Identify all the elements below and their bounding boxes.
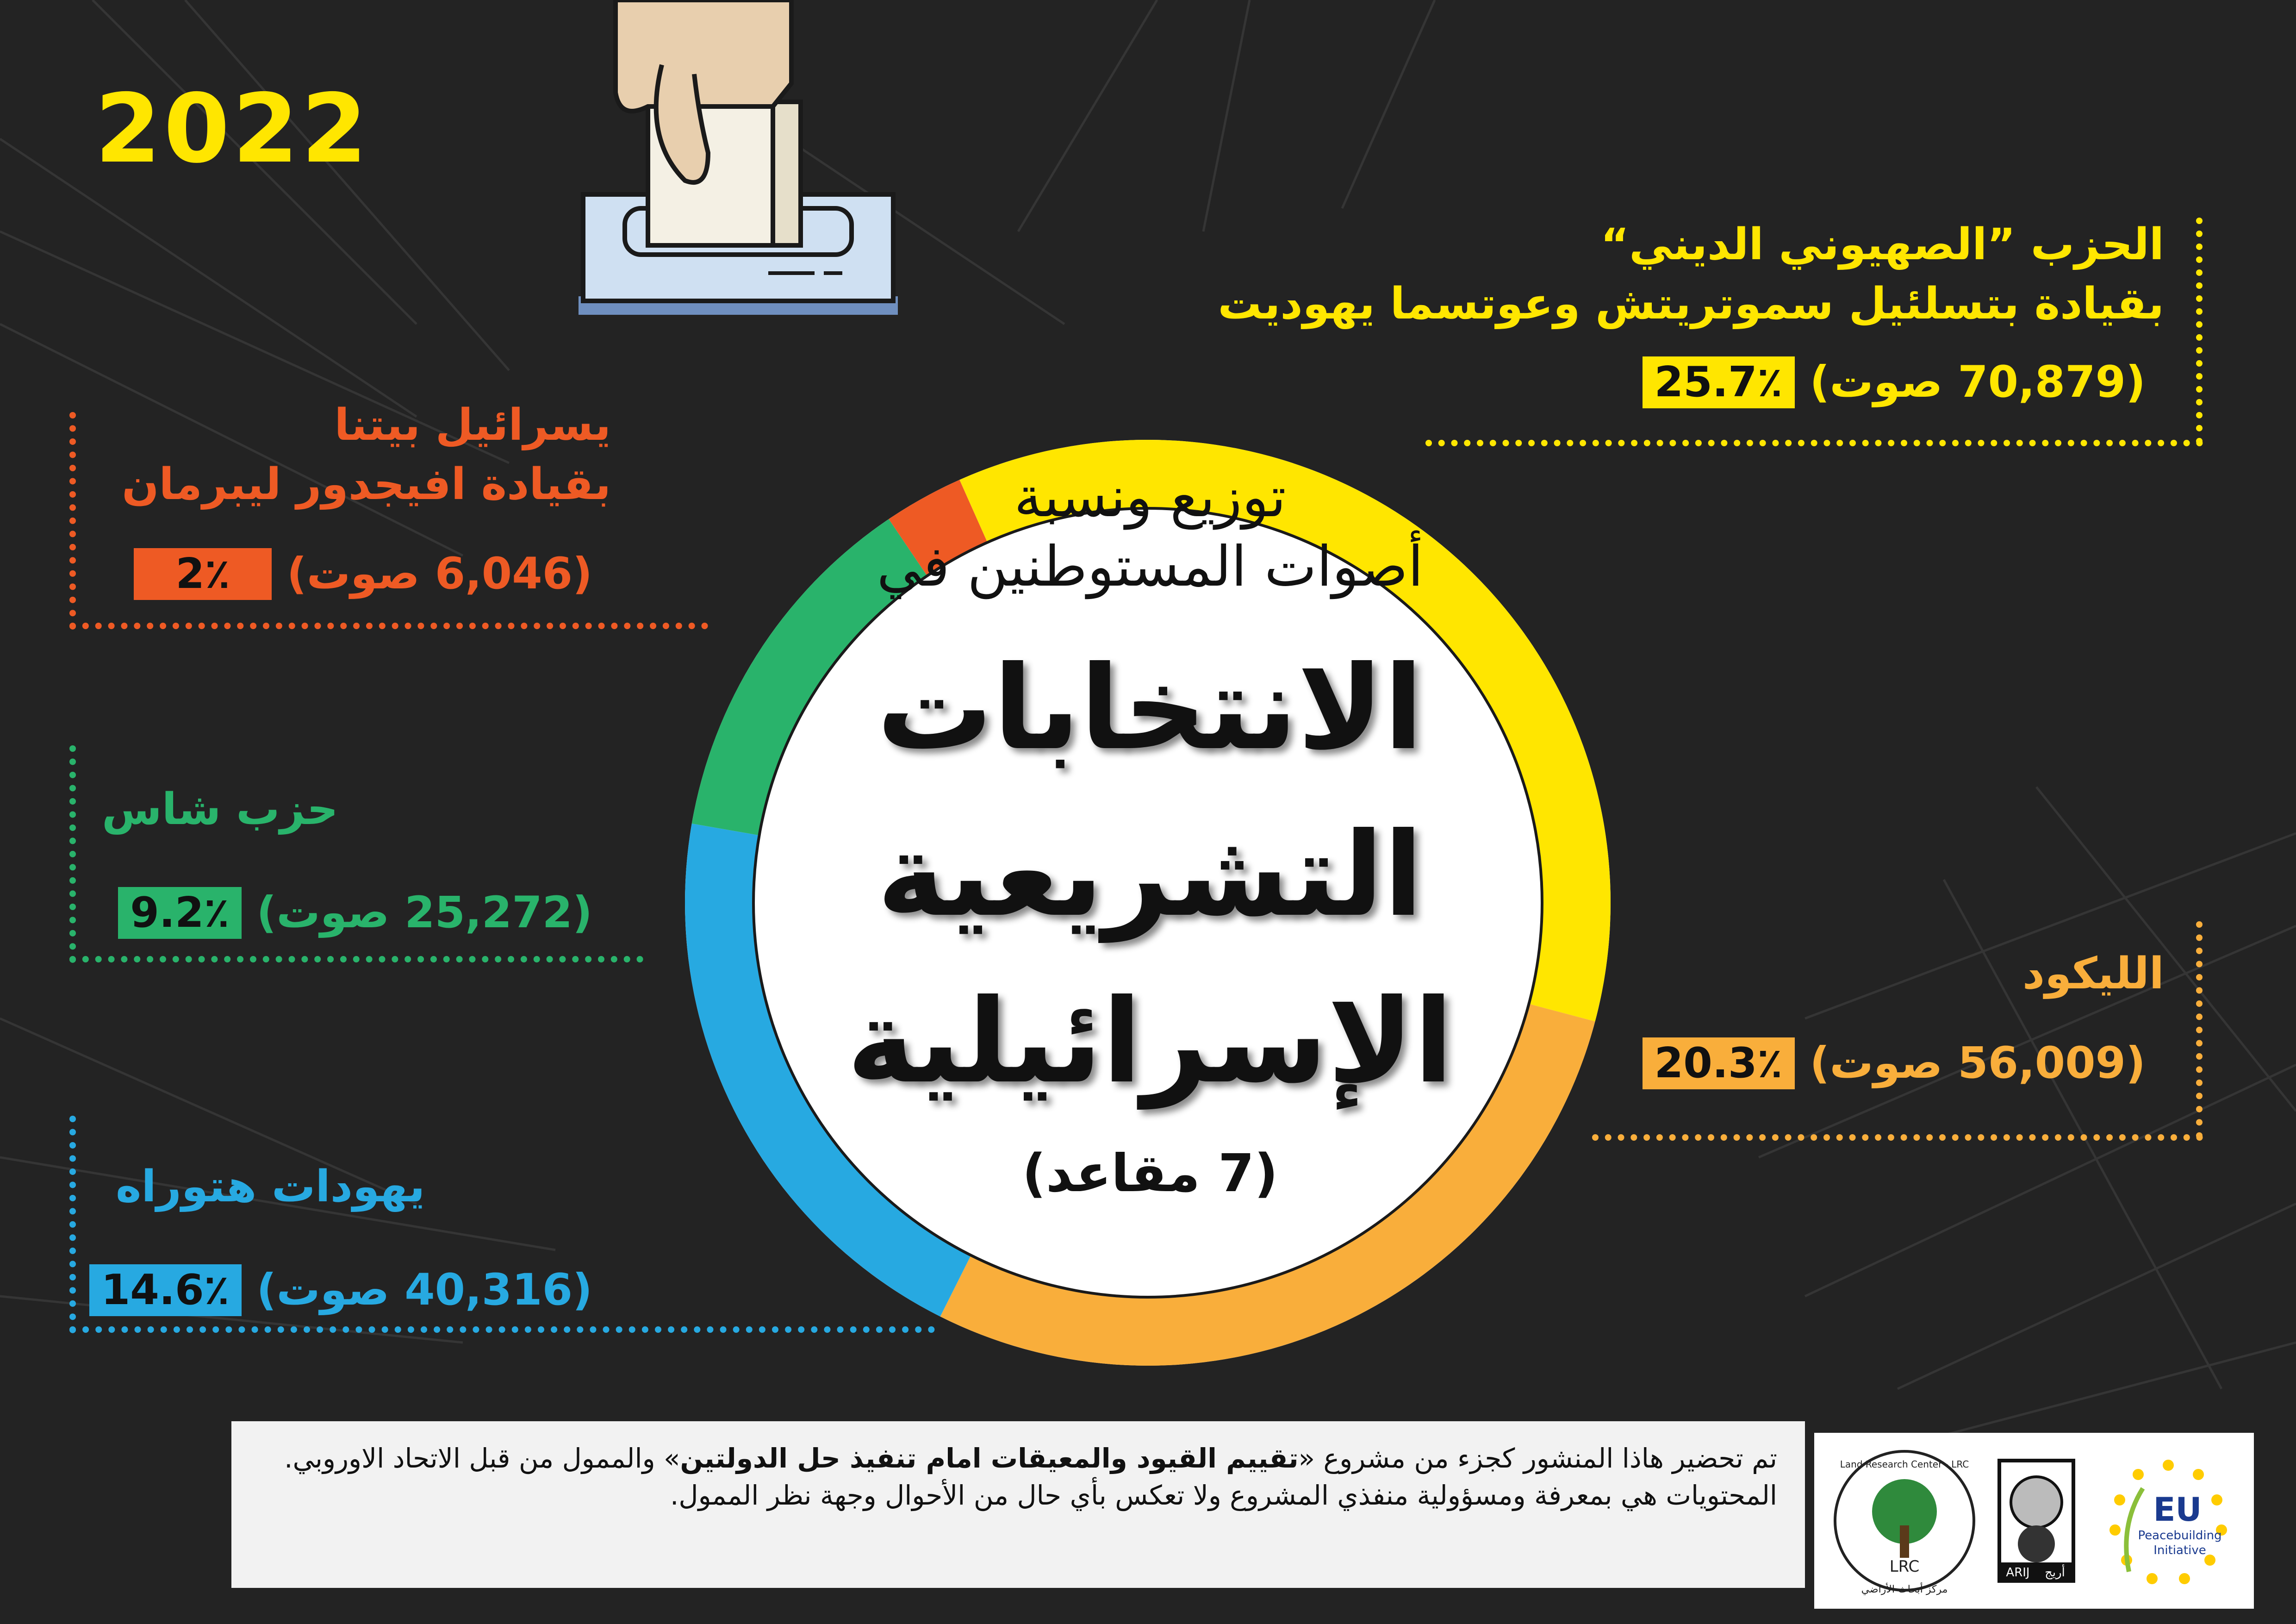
eu-sub-1: Peacebuilding — [2138, 1529, 2222, 1543]
lrc-short: LRC — [1889, 1557, 1920, 1576]
center-subtitle-1: توزيع ونسبة — [1014, 465, 1286, 530]
party-votes: (40,316 صوت) — [256, 1265, 592, 1316]
lrc-name: Land Research Center - LRC — [1840, 1459, 1969, 1470]
party-percentage: 2٪ — [134, 548, 272, 600]
center-title-3: الإسرائيلية — [846, 974, 1454, 1109]
ballot-box-icon — [574, 0, 907, 319]
party-votes: (25,272 صوت) — [256, 887, 592, 938]
party-utj — [102, 1157, 611, 1320]
party-yisrael-beiteinu — [102, 396, 611, 604]
party-votes: (70,879 صوت) — [1810, 357, 2146, 408]
party-shas — [102, 780, 611, 943]
center-title-2: التشريعية — [877, 807, 1424, 942]
footer-text-a: تم تحضير هاذا المنشور كجزء من مشروع « — [1298, 1443, 1777, 1474]
party-leader: بقيادة افيجدور ليبرمان — [122, 459, 611, 510]
chart-center-text — [715, 463, 1585, 1204]
center-title-1: الانتخابات — [877, 641, 1424, 775]
footer-disclaimer — [231, 1421, 1805, 1588]
connector-line — [1425, 440, 2203, 446]
party-votes: (56,009 صوت) — [1810, 1038, 2146, 1089]
connector-line — [69, 1116, 76, 1333]
party-name: حزب شاس — [102, 784, 338, 835]
arij-arabic: أريج — [2045, 1566, 2065, 1580]
arij-logo — [1990, 1433, 2083, 1609]
eu-sub-2: Initiative — [2153, 1543, 2206, 1557]
party-name: يسرائيل بيتنا — [334, 400, 611, 450]
party-name: الحزب ”الصهيوني الديني“ — [1600, 219, 2164, 270]
footer-project-name: تقييم القيود والمعيقات امام تنفيذ حل الدولتين — [680, 1443, 1299, 1474]
connector-line — [69, 623, 708, 629]
year-label: 2022 — [95, 74, 370, 184]
connector-line — [2196, 218, 2203, 444]
party-percentage: 20.3٪ — [1643, 1037, 1795, 1089]
party-percentage: 25.7٪ — [1643, 356, 1795, 408]
lrc-arabic-name: مركز أبحاث الأراضي — [1861, 1584, 1948, 1595]
partner-logos — [1814, 1433, 2254, 1609]
connector-line — [1592, 1134, 2203, 1141]
connector-line — [2196, 921, 2203, 1139]
eu-label: EU — [2153, 1491, 2202, 1529]
eu-peacebuilding-logo — [2092, 1433, 2245, 1609]
connector-line — [69, 1326, 935, 1333]
center-subtitle-2: أصوات المستوطنين في — [877, 535, 1424, 599]
party-leader: بقيادة بتسلئيل سموتريتش وعوتسما يهوديت — [1218, 279, 2164, 329]
connector-line — [69, 412, 76, 630]
lrc-logo — [1828, 1433, 1981, 1609]
party-name: الليكود — [2022, 949, 2164, 999]
connector-line — [69, 956, 643, 962]
center-seats: (7 مقاعد) — [1022, 1143, 1278, 1204]
party-percentage: 9.2٪ — [118, 887, 241, 939]
arij-latin: ARIJ — [2006, 1566, 2030, 1580]
connector-line — [69, 745, 76, 963]
party-percentage: 14.6٪ — [89, 1264, 242, 1316]
party-religious-zionism — [1100, 215, 2164, 412]
footer-text-b: » والممول من قبل الاتحاد الاوروبي. المحتويات هي بمعرفة ومسؤولية منفذي المشروع ولا تعكس بأي حال من الأحوال وجهة نظر الممول. — [284, 1443, 1777, 1511]
party-name: يهودات هتوراه — [116, 1162, 425, 1212]
party-likud — [1470, 944, 2164, 1093]
party-votes: (6,046 صوت) — [286, 549, 592, 600]
